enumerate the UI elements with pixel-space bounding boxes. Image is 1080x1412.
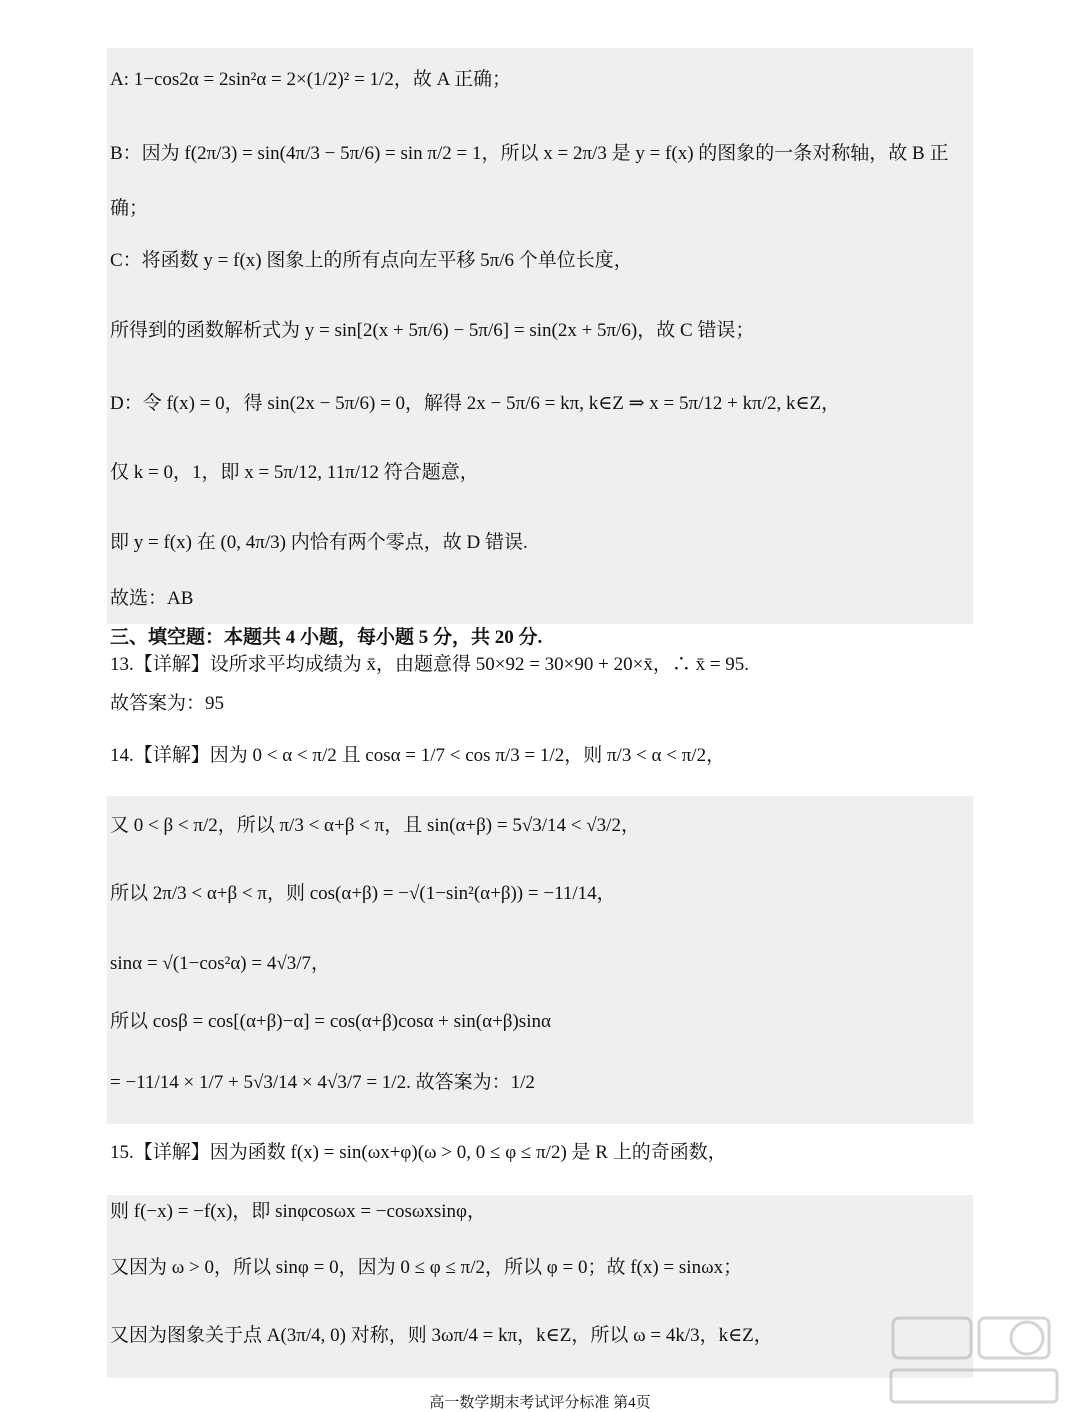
q14-line-2: 又 0 < β < π/2，所以 π/3 < α+β < π，且 sin(α+β) = 5√3/14 < √3/2， <box>110 815 640 836</box>
q15-line-3: 又因为 ω > 0，所以 sinφ = 0，因为 0 ≤ φ ≤ π/2，所以 φ = 0；故 f(x) = sinωx； <box>110 1257 743 1278</box>
answer-choice: 故选：AB <box>110 588 194 609</box>
q15-line-4: 又因为图象关于点 A(3π/4, 0) 对称，则 3ωπ/4 = kπ，k∈Z，所以 ω = 4k/3，k∈Z， <box>110 1325 773 1346</box>
q13-answer: 故答案为：95 <box>110 693 225 714</box>
q15-line-2: 则 f(−x) = −f(x)，即 sinφcosωx = −cosωxsinφ， <box>110 1201 486 1222</box>
option-a-line: A: 1−cos2α = 2sin²α = 2×(1/2)² = 1/2，故 A 正确； <box>110 69 512 90</box>
option-b-line-1: B：因为 f(2π/3) = sin(4π/3 − 5π/6) = sin π/2 = 1，所以 x = 2π/3 是 y = f(x) 的图象的一条对称轴，故 B 正 <box>110 143 949 164</box>
option-c-line-1: C：将函数 y = f(x) 图象上的所有点向左平移 5π/6 个单位长度， <box>110 250 633 271</box>
q14-line-4: sinα = √(1−cos²α) = 4√3/7， <box>110 953 331 974</box>
gray-block-3 <box>107 1195 973 1378</box>
q14-line-5: 所以 cosβ = cos[(α+β)−α] = cos(α+β)cosα + sin(α+β)sinα <box>110 1011 551 1032</box>
q14-line-6: = −11/14 × 1/7 + 5√3/14 × 4√3/7 = 1/2. 故答案为：1/2 <box>110 1072 535 1093</box>
q14-line-3: 所以 2π/3 < α+β < π，则 cos(α+β) = −√(1−sin²(α+β)) = −11/14， <box>110 883 616 904</box>
q15-line-1: 15.【详解】因为函数 f(x) = sin(ωx+φ)(ω > 0, 0 ≤ φ ≤ π/2) 是 R 上的奇函数， <box>110 1142 727 1163</box>
q13-solution: 13.【详解】设所求平均成绩为 x̄，由题意得 50×92 = 30×90 + 20×x̄，∴ x̄ = 95. <box>110 654 750 675</box>
option-d-line-3: 即 y = f(x) 在 (0, 4π/3) 内恰有两个零点，故 D 错误. <box>110 532 528 553</box>
option-d-line-2: 仅 k = 0，1，即 x = 5π/12, 11π/12 符合题意， <box>110 462 479 483</box>
watermark-logo <box>887 1312 1062 1407</box>
option-c-line-2: 所得到的函数解析式为 y = sin[2(x + 5π/6) − 5π/6] = sin(2x + 5π/6)，故 C 错误； <box>110 320 755 341</box>
option-d-line-1: D：令 f(x) = 0，得 sin(2x − 5π/6) = 0，解得 2x − 5π/6 = kπ, k∈Z ⇒ x = 5π/12 + kπ/2, k∈Z， <box>110 393 841 414</box>
option-b-line-2: 确； <box>110 198 149 219</box>
section-heading: 三、填空题：本题共 4 小题，每小题 5 分，共 20 分. <box>110 627 543 648</box>
q14-line-1: 14.【详解】因为 0 < α < π/2 且 cosα = 1/7 < cos π/3 = 1/2，则 π/3 < α < π/2， <box>110 745 726 766</box>
page-footer: 高一数学期末考试评分标准 第4页 <box>429 1395 651 1411</box>
